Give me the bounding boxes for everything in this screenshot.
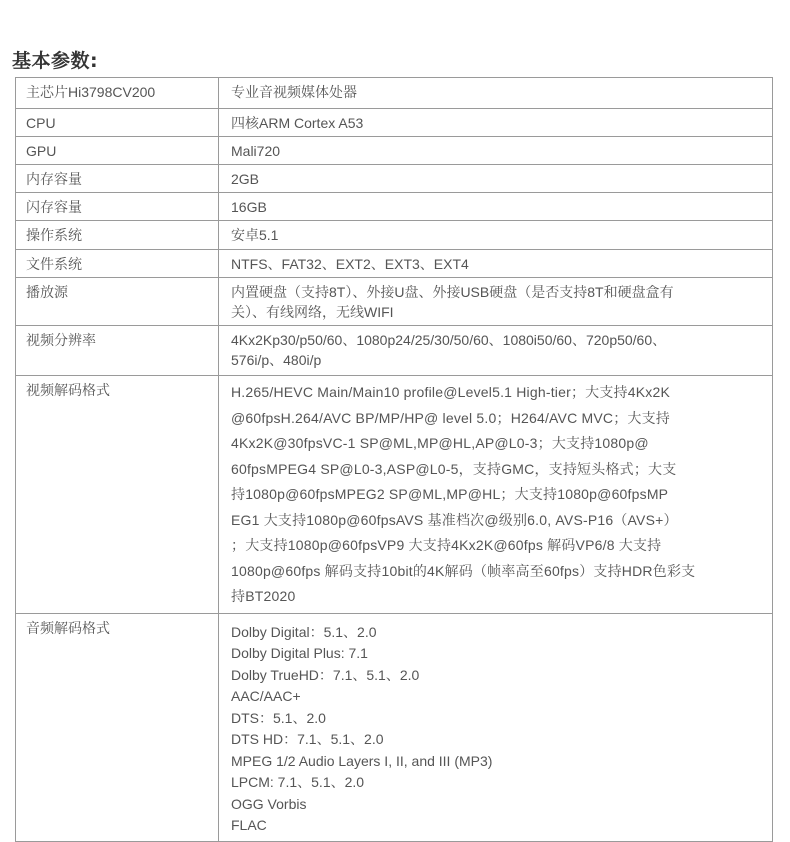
spec-value-line: 60fpsMPEG4 SP@L0-3,ASP@L0-5，支持GMC，支持短头格式；大支 bbox=[231, 460, 677, 477]
spec-key: 视频分辨率 bbox=[16, 326, 219, 376]
spec-key: 文件系统 bbox=[16, 250, 219, 278]
spec-value bbox=[219, 326, 773, 376]
spec-row bbox=[16, 221, 773, 250]
spec-row bbox=[16, 376, 773, 614]
spec-key: GPU bbox=[16, 137, 219, 165]
spec-row bbox=[16, 613, 773, 841]
spec-value-line: 专业音视频媒体处器 bbox=[231, 84, 357, 100]
spec-row bbox=[16, 78, 773, 109]
spec-value-line: MPEG 1/2 Audio Layers I, II, and III (MP3) bbox=[231, 752, 493, 769]
spec-value-line: 关）、有线网络，无线WIFI bbox=[231, 304, 394, 320]
spec-value-line: 内置硬盘（支持8T）、外接U盘、外接USB硬盘（是否支持8T和硬盘盒有 bbox=[231, 284, 674, 300]
spec-value bbox=[219, 376, 773, 614]
spec-value bbox=[219, 613, 773, 841]
spec-value-line: FLAC bbox=[231, 817, 267, 833]
section-title: 基本参数: bbox=[12, 50, 99, 72]
spec-row bbox=[16, 250, 773, 278]
spec-value bbox=[219, 278, 773, 326]
spec-value bbox=[219, 193, 773, 221]
spec-value bbox=[219, 78, 773, 109]
spec-value-line: Dolby Digital Plus: 7.1 bbox=[231, 645, 368, 661]
spec-key: 内存容量 bbox=[16, 165, 219, 193]
spec-value-line: 持1080p@60fpsMPEG2 SP@ML,MP@HL；大支持1080p@60fpsMP bbox=[231, 486, 669, 502]
spec-value bbox=[219, 137, 773, 165]
spec-key: CPU bbox=[16, 109, 219, 137]
spec-value-line: Dolby TrueHD：7.1、5.1、2.0 bbox=[231, 666, 420, 683]
spec-value-line: 576i/p、480i/p bbox=[231, 352, 322, 368]
spec-key: 操作系统 bbox=[16, 221, 219, 250]
spec-value-line: Dolby Digital：5.1、2.0 bbox=[231, 623, 377, 640]
spec-value-line: 持BT2020 bbox=[231, 588, 296, 604]
spec-value-line: AAC/AAC+ bbox=[231, 688, 301, 704]
spec-value-line: 16GB bbox=[231, 199, 267, 215]
spec-key: 闪存容量 bbox=[16, 193, 219, 221]
spec-value-line: EG1 大支持1080p@60fpsAVS 基准档次@级别6.0, AVS-P16（AVS+） bbox=[231, 511, 678, 528]
spec-row bbox=[16, 109, 773, 137]
spec-value-line: 1080p@60fps 解码支持10bit的4K解码（帧率高至60fps）支持HDR色彩支 bbox=[231, 562, 696, 579]
spec-value-line: ；大支持1080p@60fpsVP9 大支持4Kx2K@60fps 解码VP6/8 大支持 bbox=[231, 537, 662, 553]
spec-value-line: 四核ARM Cortex A53 bbox=[231, 115, 364, 131]
spec-value-line: LPCM: 7.1、5.1、2.0 bbox=[231, 774, 365, 790]
spec-value-line: 安卓5.1 bbox=[231, 227, 279, 243]
spec-table-body bbox=[16, 78, 773, 842]
spec-value bbox=[219, 109, 773, 137]
spec-value-line: 2GB bbox=[231, 171, 260, 187]
spec-value-line: Mali720 bbox=[231, 143, 281, 159]
spec-value-line: 4Kx2K@30fpsVC-1 SP@ML,MP@HL,AP@L0-3；大支持1080p@ bbox=[231, 435, 649, 451]
spec-value bbox=[219, 221, 773, 250]
spec-key: 视频解码格式 bbox=[16, 376, 219, 614]
spec-key: 主芯片Hi3798CV200 bbox=[16, 78, 219, 109]
spec-value-line: DTS HD：7.1、5.1、2.0 bbox=[231, 731, 384, 747]
spec-key: 音频解码格式 bbox=[16, 613, 219, 841]
spec-row bbox=[16, 193, 773, 221]
spec-key: 播放源 bbox=[16, 278, 219, 326]
spec-value-line: @60fpsH.264/AVC BP/MP/HP@ level 5.0；H264/AVC MVC；大支持 bbox=[231, 409, 670, 426]
spec-value bbox=[219, 165, 773, 193]
spec-value-line: OGG Vorbis bbox=[231, 795, 307, 812]
spec-value bbox=[219, 250, 773, 278]
spec-row bbox=[16, 326, 773, 376]
spec-row bbox=[16, 278, 773, 326]
spec-value-line: H.265/HEVC Main/Main10 profile@Level5.1 High-tier；大支持4Kx2K bbox=[231, 384, 670, 400]
spec-value-line: DTS：5.1、2.0 bbox=[231, 709, 326, 726]
spec-row bbox=[16, 137, 773, 165]
spec-value-line: NTFS、FAT32、EXT2、EXT3、EXT4 bbox=[231, 256, 469, 272]
spec-value-line: 4Kx2Kp30/p50/60、1080p24/25/30/50/60、1080i50/60、720p50/60、 bbox=[231, 332, 667, 348]
spec-table bbox=[15, 77, 773, 842]
spec-row bbox=[16, 165, 773, 193]
